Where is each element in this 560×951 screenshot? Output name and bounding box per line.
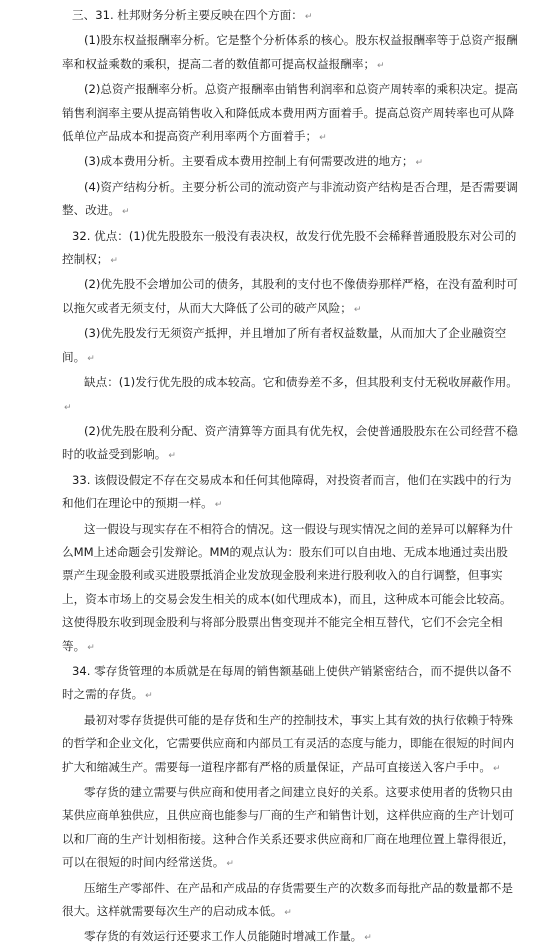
paragraph-32-2: (2)优先股不会增加公司的债务，其股利的支付也不像债券那样严格，在没有盈利时可以拖欠或者无须支付，从而大大降低了公司的破产风险； ↵ [62,277,518,315]
paragraph-34-3: 压缩生产零部件、在产品和产成品的存货需要生产的次数多而每批产品的数量都不是很大。这样就需要每次生产的启动成本低。 ↵ [62,880,513,919]
section-heading-33: 33. 该假设假定不存在交易成本和任何其他障碍，对投资者而言，他们在实践中的行为和他们在理论中的预期一样。 ↵ [62,472,512,511]
paragraph-mark-icon: ↵ [64,402,72,413]
paragraph-34-1: 最初对零存货提供可能的是存货和生产的控制技术，事实上其有效的执行依赖于特殊的哲学和企业文化，它需要供应商和内部员工有灵活的态度与能力，即能在很短的时间内扩大和缩减生产。需要每一道程序都有严格的质量保证，产品可直接送入客户手中。 ↵ [62,712,515,774]
paragraph-mark-icon: ↵ [415,158,424,169]
paragraph-mark-icon: ↵ [145,691,153,702]
paragraph-32-3: (3)优先股发行无须资产抵押，并且增加了所有者权益数量，从而加大了企业融资空间。 ↵ [62,326,507,364]
section-heading-31: 三、31. 杜邦财务分析主要反映在四个方面： ↵ [72,8,313,22]
paragraph-mark-icon: ↵ [492,763,501,774]
paragraph-mark-icon: ↵ [284,908,292,919]
paragraph-34-2: 零存货的建立需要与供应商和使用者之间建立良好的关系。这要求使用者的货物只由某供应商单独供应，且供应商也能参与厂商的生产和销售计划，这样供应商的生产计划可以和厂商的生产计划相衔接。这种合作关系还要求供应商和厂商在地理位置上靠得很近，可以在很短的时间内经常送货。 ↵ [62,785,515,870]
paragraph-34-4: 零存货的有效运行还要求工作人员能随时增减工作量。 ↵ [84,929,372,944]
paragraph-32-disadvantages: 缺点：(1)发行优先股的成本较高。它和债券差不多，但其股利支付无税收屏蔽作用。↵ [64,375,518,413]
section-heading-32: 32. 优点：(1)优先股股东一般没有表决权，故发行优先股不会稀释普通股股东对公司的控制权； ↵ [62,228,517,267]
paragraph-mark-icon: ↵ [168,451,176,462]
section-heading-34: 34. 零存货管理的本质就是在每周的销售额基础上使供产销紧密结合，而不提供以备不时之需的存货。 ↵ [62,663,512,702]
paragraph-mark-icon: ↵ [304,12,313,22]
paragraph-31-3: (3)成本费用分析。主要看成本费用控制上有何需要改进的地方； ↵ [84,154,424,169]
paragraph-mark-icon: ↵ [214,500,223,511]
document-body [62,4,518,951]
paragraph-mark-icon: ↵ [319,133,327,144]
paragraph-mark-icon: ↵ [377,60,385,71]
paragraph-mark-icon: ↵ [121,207,130,218]
paragraph-mark-icon: ↵ [226,859,234,870]
paragraph-31-4: (4)资产结构分析。主要分析公司的流动资产与非流动资产结构是否合理，是否需要调整、改进。 ↵ [62,179,518,218]
paragraph-31-2: (2)总资产报酬率分析。总资产报酬率由销售利润率和总资产周转率的乘积决定。提高销售利润率主要从提高销售收入和降低成本费用两方面着手。提高总资产周转率也可从降低单位产品成本和提高资产利用率两个方面着手； ↵ [62,82,518,144]
paragraph-mark-icon: ↵ [110,256,118,267]
paragraph-mark-icon: ↵ [364,933,372,944]
paragraph-31-1: (1)股东权益报酬率分析。它是整个分析体系的核心。股东权益报酬率等于总资产报酬率和权益乘数的乘积，提高二者的数值都可提高权益报酬率； ↵ [62,33,518,71]
paragraph-33-1: 这一假设与现实存在不相符合的情况。这一假设与现实情况之间的差异可以解释为什么MM上述命题会引发辩论。MM的观点认为：股东们可以自由地、无成本地通过卖出股票产生现金股利或买进股票抵消企业发放现金股利来进行股利收入的自行调整，但事实上，资本市场上的交易会发生相关的成本(如代理成本)，而且，这种成本可能会比较高。这使得股东收到现金股利与将部分股票出售变现并不能完全相互替代，它们不会完全相等。 ↵ [62,521,513,653]
paragraph-32-disadvantage-2: (2)优先股在股利分配、资产清算等方面具有优先权，会使普通股股东在公司经营不稳时的收益受到影响。 ↵ [62,423,518,462]
paragraph-mark-icon: ↵ [353,304,362,315]
paragraph-mark-icon: ↵ [87,353,95,364]
paragraph-mark-icon: ↵ [87,642,95,653]
